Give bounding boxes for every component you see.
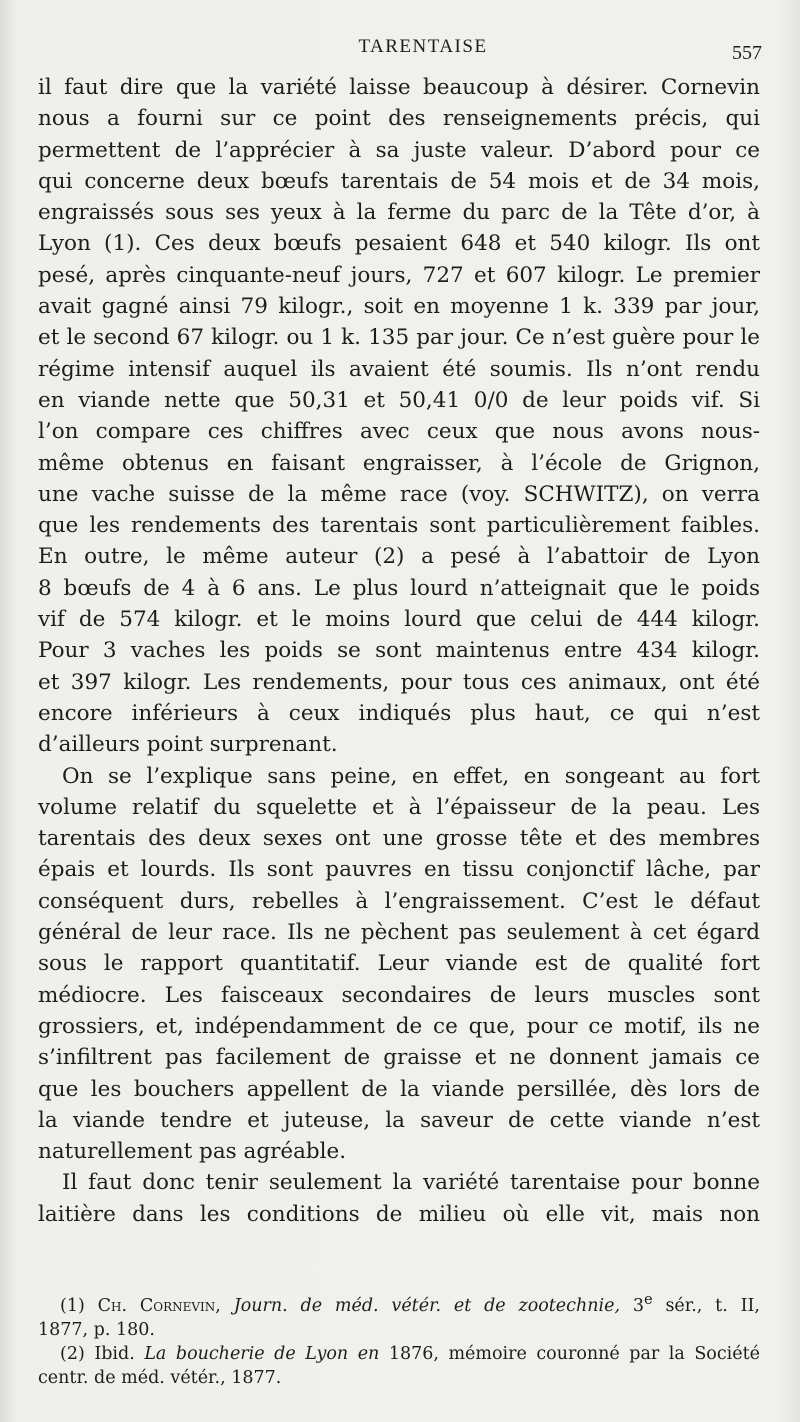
text-line: grossiers, et, indépendamment de ce que, pour ce motif, ils ne — [38, 1013, 760, 1039]
page-number: 557 — [732, 42, 762, 64]
text-line: vif de 574 kilogr. et le moins lourd que celui de 444 kilogr. — [38, 607, 760, 633]
text-line: pesé, après cinquante-neuf jours, 727 et 607 kilogr. Le premier — [38, 262, 760, 288]
footnote-2 — [38, 1342, 760, 1366]
text-line: médiocre. Les faisceaux secondaires de leurs muscles sont — [38, 982, 760, 1008]
footnotes — [38, 1288, 760, 1390]
text-line: avait gagné ainsi 79 kilogr., soit en moyenne 1 k. 339 par jour, — [38, 294, 760, 320]
footnote-1-cont: 1877, p. 180. — [38, 1319, 155, 1340]
footnote-marker: (1) — [60, 1295, 85, 1316]
text-line: une vache suisse de la même race (voy. SCHWITZ), on verra — [38, 481, 760, 507]
paragraph-end-line: naturellement pas agréable. — [38, 1139, 347, 1165]
text-line: engraissés sous ses yeux à la ferme du parc de la Tête d’or, à — [38, 200, 760, 226]
text-line: Lyon (1). Ces deux bœufs pesaient 648 et 540 kilogr. Ils ont — [38, 231, 760, 257]
footnote-rest: 1876, mémoire couronné par la Société — [388, 1343, 760, 1364]
text-line: Pour 3 vaches les poids se sont maintenus entre 434 kilogr. — [38, 638, 760, 664]
footnote-2-cont: centr. de méd. vétér., 1877. — [38, 1367, 282, 1388]
footnote-work-title: La boucherie de Lyon en — [144, 1343, 380, 1364]
footnote-series: 3 — [632, 1295, 644, 1316]
footnote-author: Ch. Cornevin, — [97, 1295, 221, 1316]
text-line: encore inférieurs à ceux indiqués plus haut, ce qui n’est — [38, 700, 760, 726]
text-line: En outre, le même auteur (2) a pesé à l’abattoir de Lyon — [38, 544, 760, 570]
text-line: général de leur race. Ils ne pèchent pas seulement à cet égard — [38, 920, 760, 946]
text-line: et 397 kilogr. Les rendements, pour tous ces animaux, ont été — [38, 669, 760, 695]
text-line: 8 bœufs de 4 à 6 ans. Le plus lourd n’atteignait que le poids — [38, 575, 760, 601]
text-line: permettent de l’apprécier à sa juste valeur. D’abord pour ce — [38, 137, 760, 163]
text-line: laitière dans les conditions de milieu où elle vit, mais non — [38, 1201, 760, 1227]
text-line: même obtenus en faisant engraisser, à l’école de Grignon, — [38, 450, 760, 476]
text-line: s’infiltrent pas facilement de graisse et ne donnent jamais ce — [38, 1045, 760, 1071]
text-line: et le second 67 kilogr. ou 1 k. 135 par jour. Ce n’est guère pour le — [38, 325, 760, 351]
text-line: qui concerne deux bœufs tarentais de 54 mois et de 34 mois, — [38, 168, 760, 194]
paragraph-end-line: d’ailleurs point surprenant. — [38, 732, 338, 758]
footnote-marker: (2) — [60, 1343, 85, 1364]
footnote-ref: sér., t. II, — [665, 1295, 760, 1316]
text-line: l’on compare ces chiffres avec ceux que nous avons nous- — [38, 419, 760, 445]
text-line: régime intensif auquel ils avaient été soumis. Ils n’ont rendu — [38, 356, 760, 382]
text-line: nous a fourni sur ce point des renseignements précis, qui — [38, 106, 760, 132]
text-line: il faut dire que la variété laisse beaucoup à désirer. Cornevin — [38, 75, 760, 100]
text-line: sous le rapport quantitatif. Leur viande est de qualité fort — [38, 951, 760, 977]
paragraph-start-line: On se l’explique sans peine, en effet, en songeant au fort — [62, 763, 760, 789]
footnote-series-sup: e — [643, 1291, 653, 1308]
paragraph-start-line: Il faut donc tenir seulement la variété tarentaise pour bonne — [62, 1170, 760, 1196]
text-line: la viande tendre et juteuse, la saveur de cette viande n’est — [38, 1107, 760, 1133]
footnote-work-title: Journ. de méd. vétér. et de zootechnie, — [233, 1295, 621, 1316]
footnote-1 — [38, 1288, 760, 1318]
footnote-ibid: Ibid. — [94, 1343, 135, 1364]
text-line: épais et lourds. Ils sont pauvres en tissu conjonctif lâche, par — [38, 857, 760, 883]
running-title: TARENTAISE — [358, 36, 488, 57]
text-line: en viande nette que 50,31 et 50,41 0/0 de leur poids vif. Si — [38, 387, 760, 413]
body-text — [38, 72, 760, 1230]
text-line: que les bouchers appellent de la viande persillée, dès lors de — [38, 1076, 760, 1102]
text-line: que les rendements des tarentais sont particulièrement faibles. — [38, 513, 760, 539]
text-line: volume relatif du squelette et à l’épaisseur de la peau. Les — [38, 794, 760, 820]
text-line: conséquent durs, rebelles à l’engraissement. C’est le défaut — [38, 888, 760, 914]
text-line: tarentais des deux sexes ont une grosse tête et des membres — [38, 826, 760, 852]
running-head — [0, 36, 800, 64]
